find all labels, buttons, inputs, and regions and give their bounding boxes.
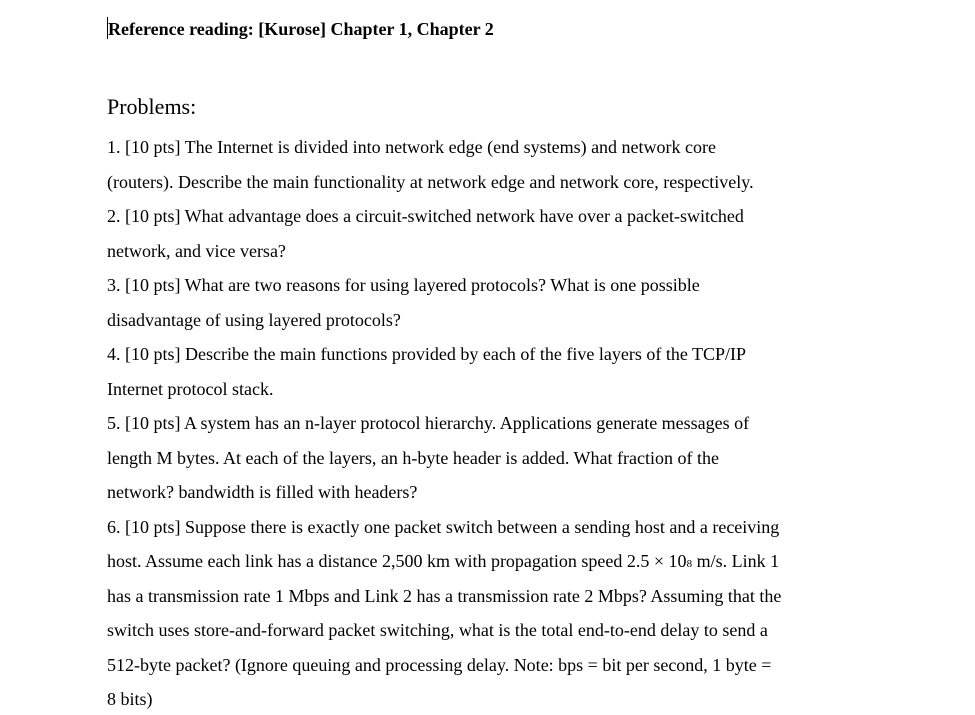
- problem-line: disadvantage of using layered protocols?: [107, 310, 401, 330]
- problem-line: 1. [10 pts] The Internet is divided into network edge (end systems) and network core: [107, 137, 717, 157]
- problem-line: has a transmission rate 1 Mbps and Link 2 has a transmission rate 2 Mbps? Assuming that the: [107, 586, 782, 606]
- problem-line: (routers). Describe the main functionality at network edge and network core, respectively.: [107, 172, 754, 192]
- problem-line: switch uses store-and-forward packet switching, what is the total end-to-end delay to send a: [107, 620, 768, 640]
- exponent: 8: [686, 558, 693, 570]
- problem-line: 4. [10 pts] Describe the main functions provided by each of the five layers of the TCP/IP: [107, 344, 747, 364]
- problem-line: [107, 549, 779, 576]
- problem-line: network? bandwidth is filled with headers?: [107, 482, 418, 502]
- problem-line: 3. [10 pts] What are two reasons for using layered protocols? What is one possible: [107, 275, 700, 295]
- problem-line: 2. [10 pts] What advantage does a circuit-switched network have over a packet-switched: [107, 206, 744, 226]
- problem-line: 5. [10 pts] A system has an n-layer protocol hierarchy. Applications generate messages of: [107, 413, 750, 433]
- problems-heading: Problems:: [107, 94, 197, 119]
- problem-line: network, and vice versa?: [107, 241, 286, 261]
- problem-line-post: m/s. Link 1: [692, 551, 780, 571]
- reference-reading: Reference reading: [Kurose] Chapter 1, Chapter 2: [108, 19, 494, 39]
- problem-line-pre: host. Assume each link has a distance 2,500 km with propagation speed 2.5 × 10: [107, 551, 687, 571]
- problem-line: 6. [10 pts] Suppose there is exactly one packet switch between a sending host and a receiving: [107, 517, 780, 537]
- problem-line: 8 bits): [107, 689, 153, 709]
- problem-line: Internet protocol stack.: [107, 379, 274, 399]
- problem-line: 512-byte packet? (Ignore queuing and processing delay. Note: bps = bit per second, 1 byte =: [107, 655, 772, 675]
- problem-line: length M bytes. At each of the layers, an h-byte header is added. What fraction of the: [107, 448, 719, 468]
